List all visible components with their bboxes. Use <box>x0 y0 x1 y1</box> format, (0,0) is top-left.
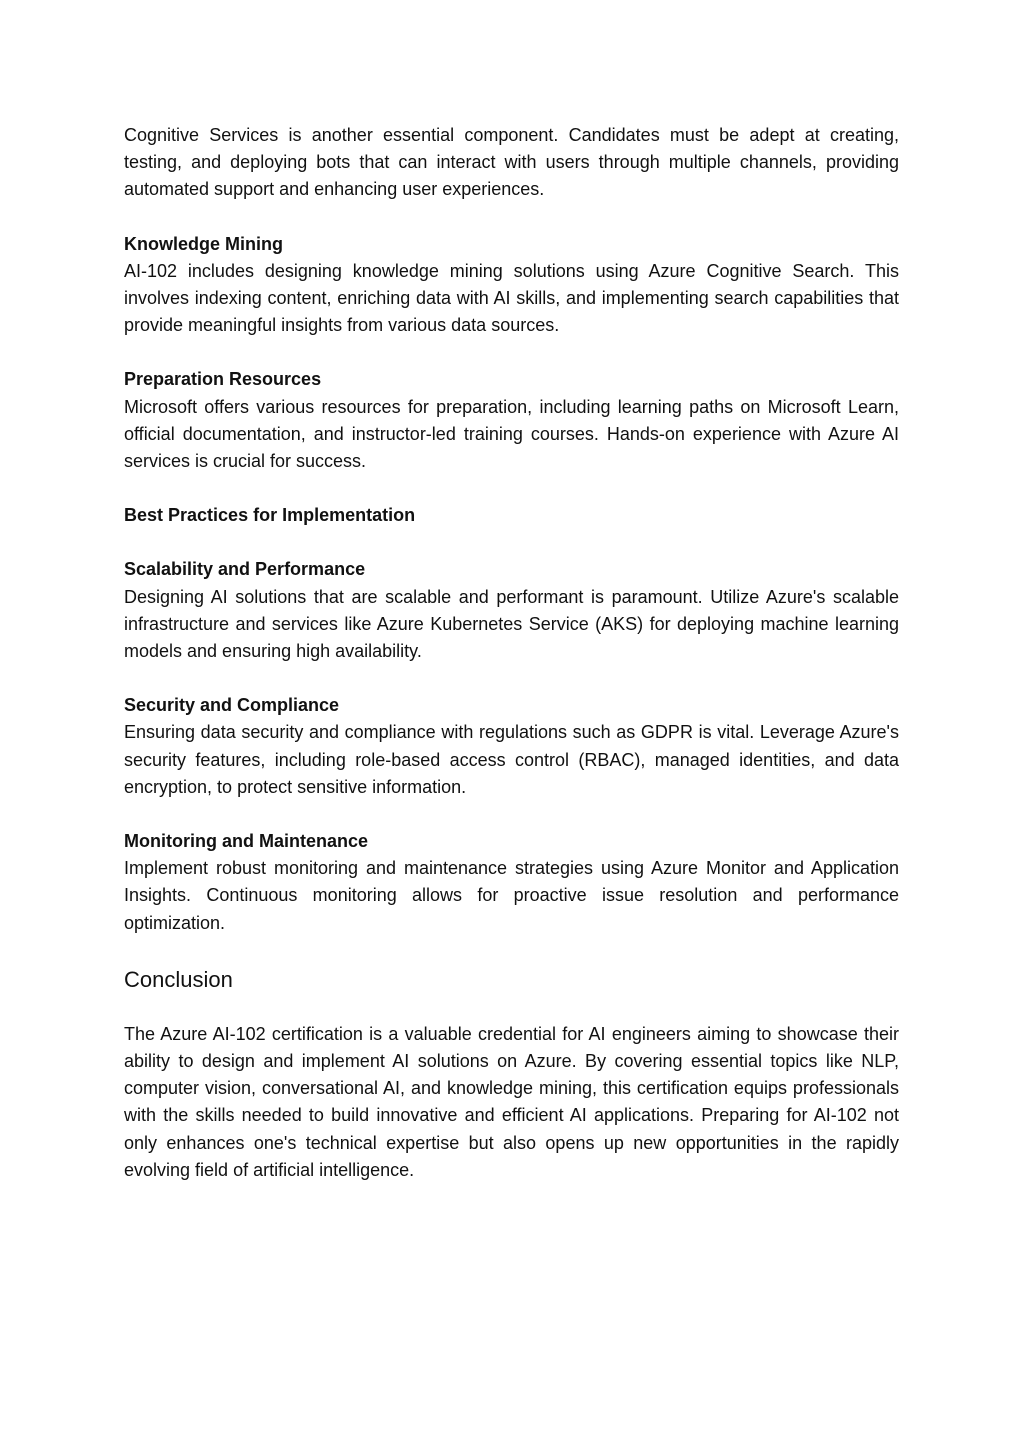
knowledge-mining-body: AI-102 includes designing knowledge mining solutions using Azure Cognitive Search. This involves indexing content, enriching data with AI skills, and implementing search capabilities that provide meaningful insights from various data sources. <box>124 260 899 336</box>
monitoring-section <box>124 828 899 937</box>
security-heading: Security and Compliance <box>124 695 340 716</box>
conclusion-paragraph: The Azure AI-102 certification is a valuable credential for AI engineers aiming to showcase their ability to design and implement AI solutions on Azure. By covering essential topics like NLP, computer vision, conversational AI, and knowledge mining, this certification equips professionals with the skills needed to build innovative and efficient AI applications. Preparing for AI-102 not only enhances one's technical expertise but also opens up new opportunities in the rapidly evolving field of artificial intelligence. <box>124 1023 899 1180</box>
preparation-resources-heading: Preparation Resources <box>124 369 322 390</box>
best-practices-heading: Best Practices for Implementation <box>124 505 416 526</box>
monitoring-body: Implement robust monitoring and maintenance strategies using Azure Monitor and Application Insights. Continuous monitoring allows for proactive issue resolution and performance optimization. <box>124 858 899 933</box>
document-page <box>124 122 899 1211</box>
scalability-heading: Scalability and Performance <box>124 559 366 580</box>
preparation-resources-body: Microsoft offers various resources for preparation, including learning paths on Microsoft Learn, official documentation, and instructor-led training courses. Hands-on experience with Azure AI services is crucial for success. <box>124 396 899 472</box>
intro-paragraph: Cognitive Services is another essential component. Candidates must be adept at creating, testing, and deploying bots that can interact with users through multiple channels, providing automated support and enhancing user experiences. <box>124 125 899 200</box>
scalability-section <box>124 556 899 665</box>
knowledge-mining-section <box>124 231 899 340</box>
monitoring-heading: Monitoring and Maintenance <box>124 831 369 852</box>
security-section <box>124 692 899 801</box>
knowledge-mining-heading: Knowledge Mining <box>124 233 283 254</box>
scalability-body: Designing AI solutions that are scalable and performant is paramount. Utilize Azure's scalable infrastructure and services like Azure Kubernetes Service (AKS) for deploying machine learning models and ensuring high availability. <box>124 586 899 662</box>
preparation-resources-section <box>124 366 899 475</box>
security-body: Ensuring data security and compliance with regulations such as GDPR is vital. Leverage Azure's security features, including role-based access control (RBAC), managed identities, and data encryption, to protect sensitive information. <box>124 722 899 797</box>
conclusion-heading: Conclusion <box>124 966 233 992</box>
